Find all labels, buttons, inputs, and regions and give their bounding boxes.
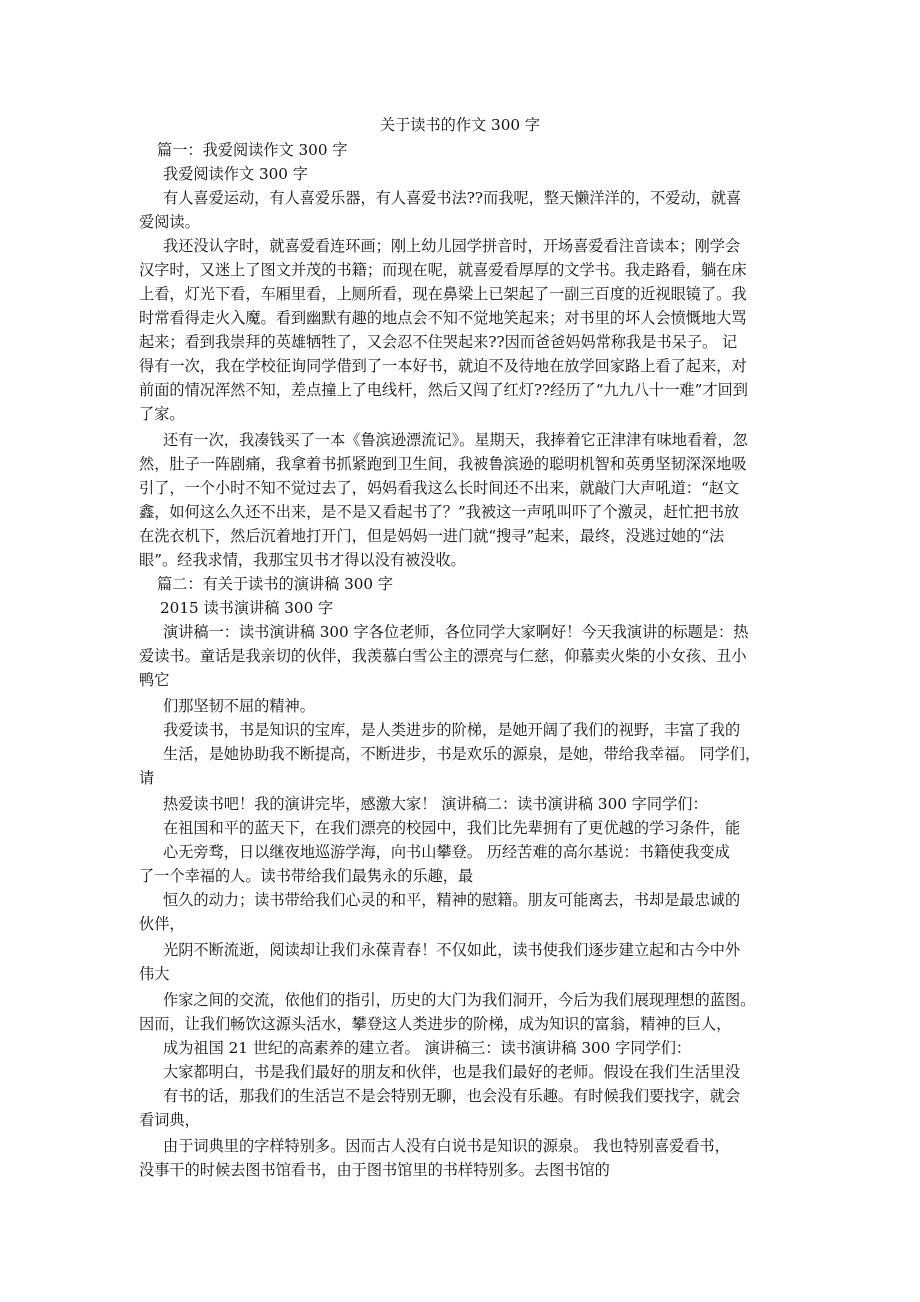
paragraph-line: 演讲稿一：读书演讲稿 300 字各位老师，各位同学大家啊好！今天我演讲的标题是：热: [163, 623, 749, 641]
paragraph-line: 得有一次，我在学校征询同学借到了一本好书，就迫不及待地在放学回家路上看了起来，对: [139, 357, 747, 375]
paragraph-line: 生活，是她协助我不断提高，不断进步，书是欢乐的源泉，是她，带给我幸福。 同学们，: [163, 745, 761, 763]
paragraph-line: 在祖国和平的蓝天下，在我们漂亮的校园中，我们比先辈拥有了更优越的学习条件，能: [163, 819, 741, 837]
paragraph-line: 成为祖国 21 世纪的高素养的建立者。 演讲稿三：读书演讲稿 300 字同学们：: [163, 1039, 692, 1057]
paragraph-line: 了一个幸福的人。读书带给我们最隽永的乐趣，最: [139, 867, 474, 885]
speech-subtitle: 2015 读书演讲稿 300 字: [160, 599, 334, 617]
paragraph-line: 因而，让我们畅饮这源头活水，攀登这人类进步的阶梯，成为知识的富翁，精神的巨人，: [139, 1015, 732, 1033]
paragraph-line: 看词典，: [139, 1111, 200, 1129]
paragraph-line: 我还没认字时，就喜爱看连环画；刚上幼儿园学拼音时，开场喜爱看注音读本；刚学会: [163, 237, 741, 255]
paragraph-line: 热爱读书吧！我的演讲完毕，感激大家！ 演讲稿二：读书演讲稿 300 字同学们：: [163, 795, 708, 813]
paragraph-line: 然，肚子一阵剧痛，我拿着书抓紧跑到卫生间，我被鲁滨逊的聪明机智和英勇坚韧深深地吸: [139, 455, 747, 473]
paragraph-line: 眼”。经我求情，我那宝贝书才得以没有被没收。: [139, 551, 466, 569]
paragraph-line: 在洗衣机下，然后沉着地打开门，但是妈妈一进门就“搜寻”起来，最终，没逃过她的“法: [139, 527, 725, 545]
paragraph-line: 引了，一个小时不知不觉过去了，妈妈看我这么长时间还不出来，就敲门大声吼道：“赵文: [139, 479, 740, 497]
paragraph-line: 了家。: [139, 405, 185, 423]
paragraph-line: 由于词典里的字样特别多。因而古人没有白说书是知识的源泉。 我也特别喜爱看书，: [163, 1137, 730, 1155]
paragraph-line: 伙伴，: [139, 915, 185, 933]
paragraph-line: 上看，灯光下看，车厢里看，上厕所看，现在鼻梁上已架起了一副三百度的近视眼镜了。我: [139, 285, 747, 303]
paragraph-line: 有书的话，那我们的生活岂不是会特别无聊，也会没有乐趣。有时候我们要找字，就会: [163, 1087, 741, 1105]
paragraph-line: 大家都明白，书是我们最好的朋友和伙伴，也是我们最好的老师。假设在我们生活里没: [163, 1063, 741, 1081]
paragraph-line: 鸭它: [139, 671, 170, 689]
paragraph-line: 我爱读书，书是知识的宝库，是人类进步的阶梯，是她开阔了我们的视野，丰富了我的: [163, 721, 741, 739]
paragraph-line: 心无旁骛，日以继夜地巡游学海，向书山攀登。 历经苦难的高尔基说：书籍使我变成: [163, 843, 730, 861]
essay-subtitle: 我爱阅读作文 300 字: [163, 165, 308, 183]
paragraph-line: 光阴不断流逝，阅读却让我们永葆青春！不仅如此，读书使我们逐步建立起和古今中外: [163, 941, 741, 959]
paragraph-line: 有人喜爱运动，有人喜爱乐器，有人喜爱书法??而我呢，整天懒洋洋的，不爱动，就喜: [163, 189, 742, 207]
paragraph-line: 作家之间的交流，依他们的指引，历史的大门为我们洞开，今后为我们展现理想的蓝图。: [163, 991, 756, 1009]
paragraph-line: 没事干的时候去图书馆看书，由于图书馆里的书样特别多。去图书馆的: [139, 1161, 610, 1179]
paragraph-line: 爱阅读。: [139, 213, 200, 231]
paragraph-line: 爱读书。童话是我亲切的伙伴，我羡慕白雪公主的漂亮与仁慈，仰慕卖火柴的小女孩、丑小: [139, 647, 747, 665]
paragraph-line: 前面的情况浑然不知，差点撞上了电线杆，然后又闯了红灯??经历了“九九八十一难”才回到: [139, 381, 748, 399]
paragraph-line: 们那坚韧不屈的精神。: [163, 697, 315, 715]
paragraph-line: 还有一次，我凑钱买了一本《鲁滨逊漂流记》。星期天，我捧着它正津津有味地看着，忽: [163, 431, 748, 449]
paragraph-line: 起来；看到我崇拜的英雄牺牲了，又会忍不住哭起来??因而爸爸妈妈常称我是书呆子。 记: [139, 333, 738, 351]
document-title: 关于读书的作文 300 字: [379, 116, 541, 134]
section-heading-1: 篇一：我爱阅读作文 300 字: [157, 141, 348, 159]
paragraph-line: 请: [139, 769, 155, 787]
paragraph-line: 恒久的动力；读书带给我们心灵的和平，精神的慰籍。朋友可能离去，书却是最忠诚的: [163, 891, 741, 909]
paragraph-line: 时常看得走火入魔。看到幽默有趣的地点会不知不觉地笑起来；对书里的坏人会愤慨地大骂: [139, 309, 747, 327]
paragraph-line: 伟大: [139, 965, 170, 983]
section-heading-2: 篇二：有关于读书的演讲稿 300 字: [157, 575, 394, 593]
paragraph-line: 鑫，如何这么久还不出来，是不是又看起书了？”我被这一声吼叫吓了个激灵，赶忙把书放: [139, 503, 740, 521]
paragraph-line: 汉字时，又迷上了图文并茂的书籍；而现在呢，就喜爱看厚厚的文学书。我走路看，躺在床: [139, 261, 747, 279]
